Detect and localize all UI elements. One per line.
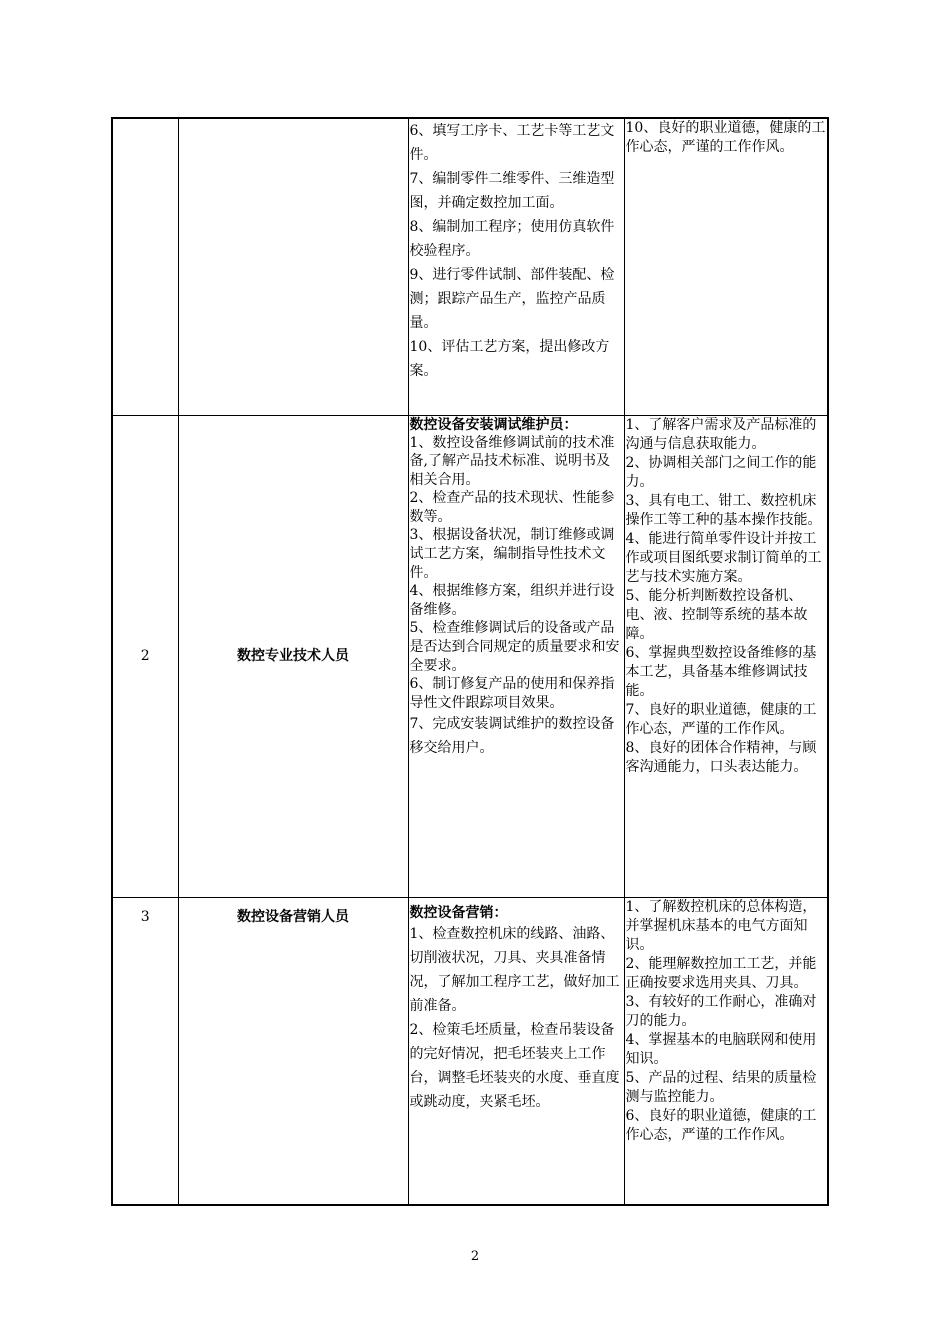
duty-cell	[408, 118, 624, 415]
ability-item: 1、了解客户需求及产品标准的沟通与信息获取能力。	[625, 416, 817, 452]
ability-item: 7、良好的职业道德，健康的工作心态，严谨的工作作风。	[625, 701, 817, 737]
duty-item: 9、进行零件试制、部件装配、检测；跟踪产品生产，监控产品质量。	[409, 267, 615, 331]
duty-item: 5、检查维修调试后的设备或产品是否达到合同规定的质量要求和安全要求。	[409, 620, 620, 674]
duty-title: 数控设备安装调试维护员：	[409, 416, 578, 433]
duty-item: 4、根据维修方案，组织并进行设备维修。	[409, 583, 615, 618]
ability-cell	[624, 415, 828, 897]
duty-item: 7、完成安装调试维护的数控设备移交给用户。	[409, 716, 615, 757]
ability-item: 6、掌握典型数控设备维修的基本工艺，具备基本维修调试技能。	[625, 644, 817, 699]
ability-item: 2、协调相关部门之间工作的能力。	[625, 454, 817, 490]
row-number: 2	[112, 415, 178, 897]
job-duty-table	[111, 117, 829, 1206]
ability-cell	[624, 118, 828, 415]
duty-item: 7、编制零件二维零件、三维造型图，并确定数控加工面。	[409, 171, 615, 211]
ability-item: 2、能理解数控加工工艺，并能正确按要求选用夹具、刀具。	[625, 955, 817, 991]
row-number: 3	[112, 897, 178, 1205]
page-number: 2	[470, 1249, 480, 1264]
ability-item: 4、掌握基本的电脑联网和使用知识。	[625, 1031, 817, 1067]
ability-item: 3、有较好的工作耐心，准确对刀的能力。	[625, 993, 817, 1029]
duty-cell	[408, 415, 624, 897]
ability-item: 1、了解数控机床的总体构造，并掌握机床基本的电气方面知识。	[625, 898, 817, 953]
duty-item: 8、编制加工程序；使用仿真软件校验程序。	[409, 219, 615, 259]
ability-item: 4、能进行简单零件设计并按工作或项目图纸要求制订简单的工艺与技术实施方案。	[625, 530, 822, 585]
ability-item: 10、良好的职业道德，健康的工作心态，严谨的工作作风。	[625, 120, 826, 155]
role-name	[178, 118, 408, 415]
table-row	[112, 415, 828, 897]
table-row	[112, 118, 828, 415]
duty-item: 1、检查数控机床的线路、油路、切削液状况，刀具、夹具准备情况，了解加工程序工艺，做好加工前准备。	[409, 925, 620, 1014]
duty-item: 10、评估工艺方案，提出修改方案。	[409, 339, 610, 379]
duty-item: 1、数控设备维修调试前的技术准备,了解产品技术标准、说明书及相关合用。	[409, 434, 615, 488]
ability-item: 5、产品的过程、结果的质量检测与监控能力。	[625, 1069, 817, 1105]
table-row	[112, 897, 828, 1205]
ability-cell	[624, 897, 828, 1205]
duty-cell	[408, 897, 624, 1205]
ability-item: 8、良好的团体合作精神，与顾客沟通能力，口头表达能力。	[625, 739, 817, 775]
duty-item: 2、检策毛坯质量，检查吊装设备的完好情况，把毛坯装夹上工作台，调整毛坯装夹的水度、垂直度或跳动度，夹紧毛坯。	[409, 1021, 620, 1110]
role-name: 数控设备营销人员	[178, 897, 408, 1205]
ability-item: 6、良好的职业道德，健康的工作心态，严谨的工作作风。	[625, 1107, 817, 1143]
row-number	[112, 118, 178, 415]
ability-item: 3、具有电工、钳工、数控机床操作工等工种的基本操作技能。	[625, 492, 822, 528]
duty-item: 3、根据设备状况，制订维修或调试工艺方案，编制指导性技术文件。	[409, 527, 615, 581]
duty-item: 2、检查产品的技术现状、性能参数等。	[409, 490, 615, 525]
duty-title: 数控设备营销：	[409, 904, 508, 921]
role-name: 数控专业技术人员	[178, 415, 408, 897]
duty-item: 6、制订修复产品的使用和保养指导性文件跟踪项目效果。	[409, 676, 615, 711]
duty-item: 6、填写工序卡、工艺卡等工艺文件。	[409, 123, 615, 163]
ability-item: 5、能分析判断数控设备机、电、液、控制等系统的基本故障。	[625, 587, 808, 642]
